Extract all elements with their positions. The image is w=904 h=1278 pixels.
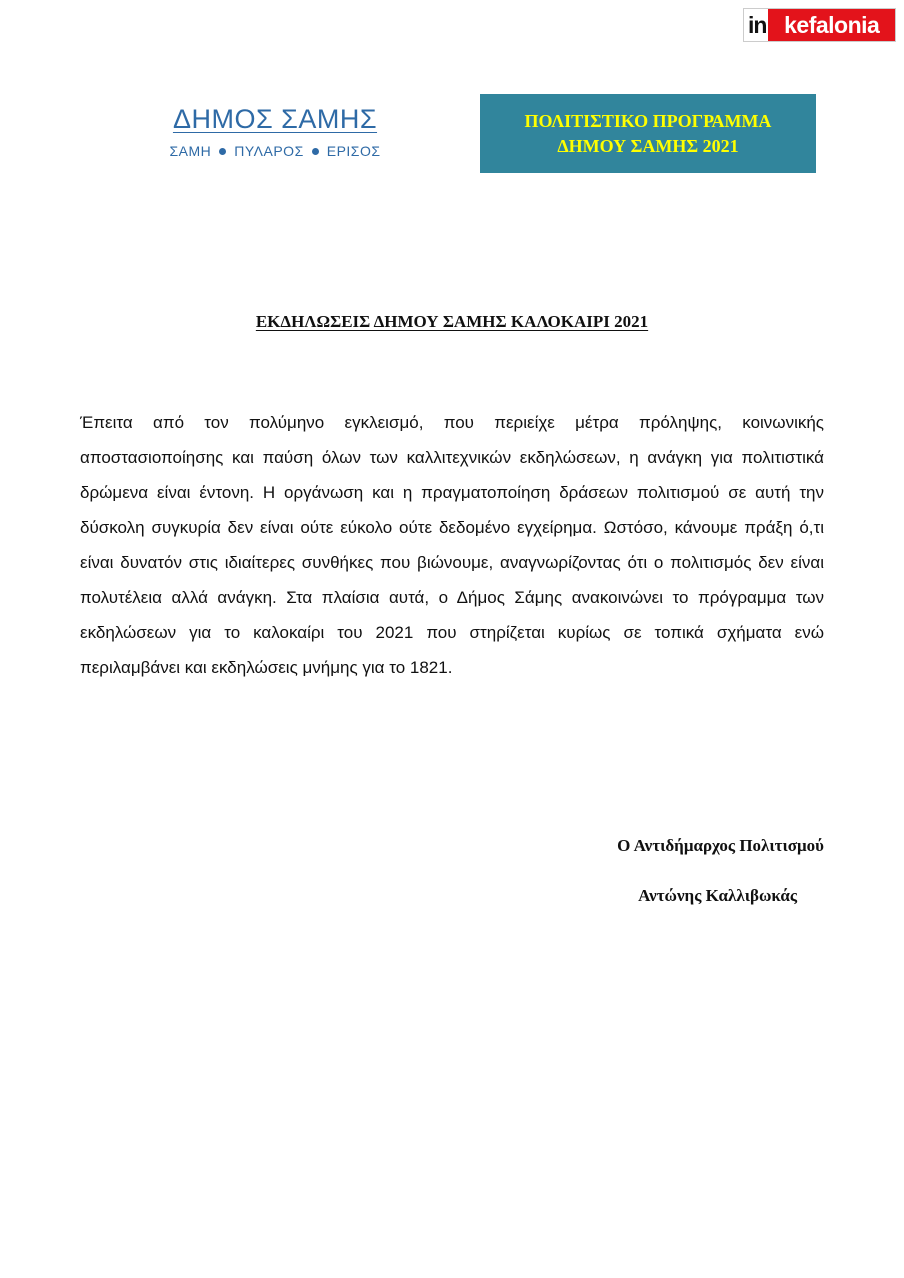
logo-title: ΔΗΜΟΣ ΣΑΜΗΣ: [172, 104, 378, 134]
signature-role: Ο Αντιδήμαρχος Πολιτισμού: [617, 836, 824, 855]
banner-line-1: ΠΟΛΙΤΙΣΤΙΚΟ ΠΡΟΓΡΑΜΜΑ: [524, 111, 772, 132]
logo-place-3: ΕΡΙΣΟΣ: [326, 143, 381, 159]
program-banner: [480, 94, 816, 173]
document-title: ΕΚΔΗΛΩΣΕΙΣ ΔΗΜΟΥ ΣΑΜΗΣ ΚΑΛΟΚΑΙΡΙ 2021: [255, 312, 649, 331]
municipality-logo: [150, 104, 400, 159]
site-watermark: [743, 8, 896, 42]
signature-name: Αντώνης Καλλιβωκάς: [638, 886, 797, 905]
logo-places: [150, 143, 400, 159]
bullet-icon: [219, 148, 226, 155]
watermark-brand: kefalonia: [768, 9, 895, 41]
logo-place-1: ΣΑΜΗ: [169, 143, 212, 159]
banner-line-2: ΔΗΜΟΥ ΣΑΜΗΣ 2021: [557, 135, 739, 156]
document-body: Έπειτα από τον πολύμηνο εγκλεισμό, που περιείχε μέτρα πρόληψης, κοινωνικής αποστασιοποίησης και παύση όλων των καλλιτεχνικών εκδηλώσεων, η ανάγκη για πολιτιστικά δρώμενα είναι έντονη. Η οργάνωση και η πραγματοποίηση δράσεων πολιτισμού σε αυτή την δύσκολη συγκυρία δεν είναι ούτε εύκολο ούτε δεδομένο εγχείρημα. Ωστόσο, κάνουμε πράξη ό,τι είναι δυνατόν στις ιδιαίτερες συνθήκες που βιώνουμε, αναγνωρίζοντας ότι ο πολιτισμός δεν είναι πολυτέλεια αλλά ανάγκη. Στα πλαίσια αυτά, ο Δήμος Σάμης ανακοινώνει το πρόγραμμα των εκδηλώσεων για το καλοκαίρι του 2021 που στηρίζεται κυρίως σε τοπικά σχήματα ενώ περιλαμβάνει και εκδηλώσεις μνήμης για το 1821.: [80, 413, 824, 677]
bullet-icon: [312, 148, 319, 155]
watermark-prefix: in: [744, 9, 768, 41]
logo-place-2: ΠΥΛΑΡΟΣ: [234, 143, 304, 159]
